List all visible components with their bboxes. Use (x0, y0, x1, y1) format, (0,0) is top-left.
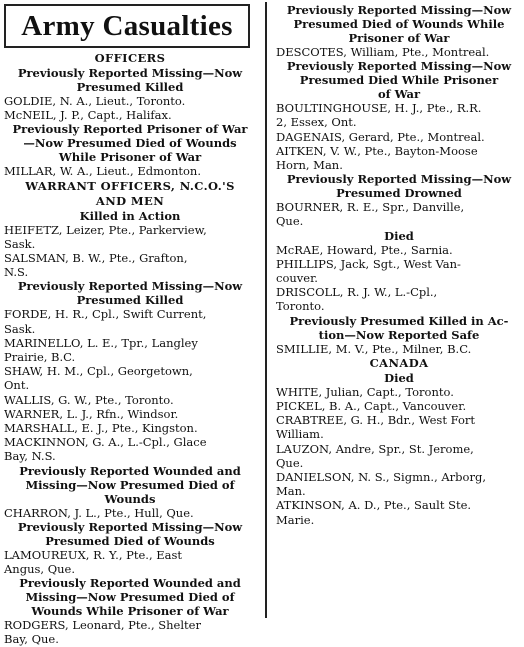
casualty-entry-line: N.S. (4, 265, 29, 280)
casualty-entry-line: SHAW, H. M., Cpl., Georgetown, (4, 364, 193, 379)
casualty-entry-line: Angus, Que. (4, 562, 75, 577)
section-heading: AND MEN (95, 193, 165, 208)
casualty-entry-line: Marie. (276, 512, 315, 527)
category-heading: —Now Presumed Died of Wounds (23, 136, 237, 151)
category-heading: Wounds (104, 491, 156, 506)
casualty-entry-line: SALSMAN, B. W., Pte., Grafton, (4, 251, 188, 266)
casualty-entry-line: LAMOUREUX, R. Y., Pte., East (4, 547, 183, 562)
category-heading: Previously Reported Wounded and (19, 463, 241, 478)
casualty-entry-line: LAUZON, Andre, Spr., St. Jerome, (276, 441, 474, 456)
casualty-entry-line: GOLDIE, N. A., Lieut., Toronto. (4, 94, 186, 108)
casualty-entry-line: WALLIS, G. W., Pte., Toronto. (4, 392, 174, 407)
casualty-entry-line: MILLAR, W. A., Lieut., Edmonton. (4, 164, 201, 179)
casualty-entry-line: DRISCOLL, R. J. W., L.-Cpl., (276, 285, 438, 300)
casualty-entry-line: ATKINSON, A. D., Pte., Sault Ste. (276, 498, 472, 513)
section-heading: WARRANT OFFICERS, N.C.O.'S (25, 178, 235, 193)
page-title: Army Casualties (21, 9, 233, 42)
category-heading: Previously Reported Missing—Now (17, 519, 243, 534)
casualty-entry-line: AITKEN, V. W., Pte., Bayton-Moose (276, 143, 478, 158)
casualty-entry-line: Prairie, B.C. (4, 350, 76, 365)
category-heading: Presumed Died of Wounds (45, 533, 215, 548)
category-heading: Previously Reported Missing—Now (17, 279, 243, 294)
category-heading: Presumed Killed (76, 80, 184, 94)
category-heading: Missing—Now Presumed Died of (25, 590, 235, 605)
casualty-entry-line: Sask. (4, 236, 36, 251)
category-heading: Prisoner of War (348, 31, 450, 45)
category-heading: Presumed Killed (76, 293, 184, 308)
casualty-entry-line: 2, Essex, Ont. (276, 115, 357, 130)
category-heading: Presumed Died of Wounds While (293, 17, 505, 31)
casualty-entry-line: DAGENAIS, Gerard, Pte., Montreal. (276, 129, 485, 144)
casualty-entry-line: McRAE, Howard, Pte., Sarnia. (276, 242, 453, 257)
casualty-entry-line: Horn, Man. (276, 158, 343, 173)
casualty-entry-line: DANIELSON, N. S., Sigmn., Arborg, (276, 470, 486, 485)
column-divider (265, 2, 267, 618)
category-heading: Previously Presumed Killed in Ac- (289, 313, 509, 328)
category-heading: Previously Reported Missing—Now (286, 172, 512, 187)
category-heading: Missing—Now Presumed Died of (25, 477, 235, 492)
category-heading: Previously Reported Wounded and (19, 576, 241, 591)
category-heading: Previously Reported Prisoner of War (12, 122, 248, 137)
casualty-entry-line: PHILLIPS, Jack, Sgt., West Van- (276, 256, 461, 271)
casualty-entry-line: William. (276, 427, 324, 442)
casualty-entry-line: PICKEL, B. A., Capt., Vancouver. (276, 399, 467, 414)
casualty-entry-line: couver. (276, 271, 318, 286)
casualty-entry-line: Bay, N.S. (4, 449, 56, 464)
casualty-entry-line: SMILLIE, M. V., Pte., Milner, B.C. (276, 341, 472, 356)
casualty-entry-line: WARNER, L. J., Rfn., Windsor. (4, 406, 179, 421)
category-heading: tion—Now Reported Safe (318, 327, 480, 342)
category-heading: Previously Reported Missing—Now (286, 59, 512, 74)
category-heading: Died (384, 228, 414, 243)
right-column (272, 0, 522, 527)
left-casualty-list (0, 51, 256, 647)
category-heading: Wounds While Prisoner of War (31, 604, 229, 619)
category-heading: While Prisoner of War (58, 150, 202, 165)
casualty-entry-line: CRABTREE, G. H., Bdr., West Fort (276, 413, 475, 428)
section-heading: CANADA (369, 355, 429, 370)
casualty-entry-line: CHARRON, J. L., Pte., Hull, Que. (4, 505, 194, 520)
casualty-entry-line: DESCOTES, William, Pte., Montreal. (276, 45, 490, 59)
category-heading: Previously Reported Missing—Now (17, 66, 243, 80)
category-heading: Killed in Action (79, 208, 181, 223)
category-heading: Died (384, 370, 414, 385)
casualty-entry-line: MARINELLO, L. E., Tpr., Langley (4, 335, 198, 350)
category-heading: Presumed Died While Prisoner (299, 73, 499, 88)
category-heading: Previously Reported Missing—Now (286, 3, 512, 17)
casualty-entry-line: BOURNER, R. E., Spr., Danville, (276, 200, 465, 215)
casualty-entry-line: FORDE, H. R., Cpl., Swift Current, (4, 307, 207, 322)
casualty-entry-line: Que. (276, 455, 304, 470)
casualty-entry-line: McNEIL, J. P., Capt., Halifax. (4, 108, 172, 123)
casualty-entry-line: Bay, Que. (4, 632, 59, 647)
casualty-entry-line: MACKINNON, G. A., L.-Cpl., Glace (4, 435, 207, 450)
casualty-entry-line: WHITE, Julian, Capt., Toronto. (276, 384, 454, 399)
casualty-entry-line: MARSHALL, E. J., Pte., Kingston. (4, 421, 198, 436)
casualty-entry-line: RODGERS, Leonard, Pte., Shelter (4, 618, 201, 633)
casualty-entry-line: Man. (276, 484, 306, 499)
casualty-entry-line: Que. (276, 214, 304, 229)
title-box (4, 4, 250, 48)
category-heading: of War (377, 87, 421, 102)
section-heading: OFFICERS (94, 51, 166, 65)
casualty-entry-line: Sask. (4, 321, 36, 336)
casualty-entry-line: Ont. (4, 378, 30, 393)
right-casualty-list (272, 3, 522, 527)
category-heading: Presumed Drowned (336, 186, 462, 201)
casualty-entry-line: Toronto. (276, 299, 325, 314)
casualty-entry-line: BOULTINGHOUSE, H. J., Pte., R.R. (276, 101, 482, 116)
casualty-entry-line: HEIFETZ, Leizer, Pte., Parkerview, (4, 222, 207, 237)
